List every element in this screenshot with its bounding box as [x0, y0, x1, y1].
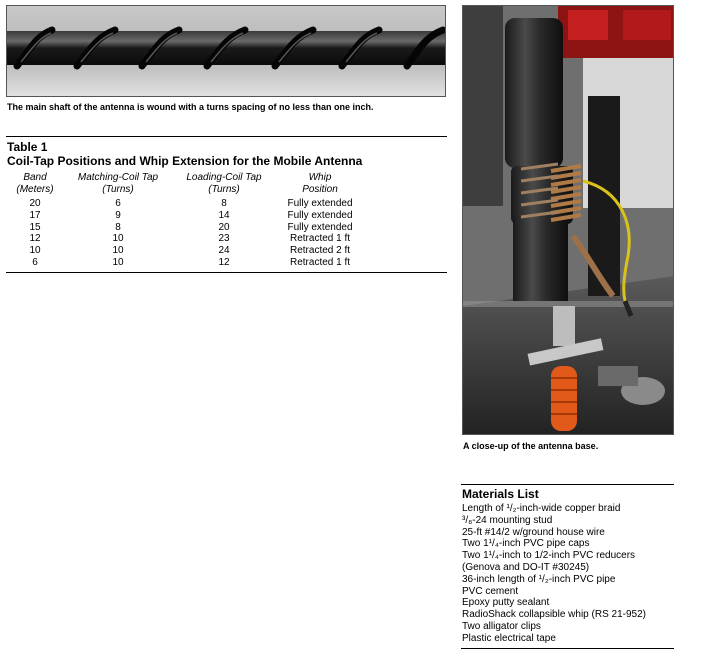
- column-header-loading-coil: [178, 172, 270, 196]
- antenna-base-photo: [462, 5, 674, 435]
- column-header-line: Loading-Coil Tap: [186, 172, 262, 183]
- table-cell: 8: [115, 221, 121, 233]
- list-item: 36-inch length of ¹/₂-inch PVC pipe: [462, 573, 616, 585]
- list-item: (Genova and DO-IT #30245): [462, 561, 590, 573]
- list-item: 25-ft #14/2 w/ground house wire: [462, 526, 605, 538]
- materials-bottom-rule: [461, 648, 674, 649]
- table-number: Table 1: [7, 140, 48, 154]
- table-cell: Fully extended: [287, 198, 353, 209]
- column-header-line: Matching-Coil Tap: [77, 172, 159, 183]
- list-item: RadioShack collapsible whip (RS 21-952): [462, 609, 646, 621]
- table-cell: 20: [218, 221, 230, 233]
- table-cell: Retracted 1 ft: [289, 256, 351, 268]
- list-item: Two 1¹/₄-inch to 1/2-inch PVC reducers: [462, 550, 636, 562]
- table-cell: 8: [221, 198, 227, 209]
- table-cell: 12: [29, 233, 41, 245]
- table-cell: 9: [115, 209, 121, 221]
- table-cell: 10: [112, 256, 124, 268]
- table-cell: 17: [29, 209, 41, 221]
- column-header-line: Position: [302, 184, 338, 195]
- table-bottom-rule: [6, 272, 447, 273]
- column-header-band: [10, 172, 60, 196]
- table-cell: 24: [218, 245, 230, 257]
- antenna-shaft-photo: [6, 5, 446, 97]
- table-cell: 6: [32, 256, 38, 268]
- column-header-line: Whip: [308, 172, 332, 183]
- column-header-matching-coil: [67, 172, 169, 196]
- table-title: Coil-Tap Positions and Whip Extension for the Mobile Antenna: [7, 154, 363, 168]
- list-item: Two alligator clips: [462, 620, 541, 632]
- materials-list: [462, 503, 646, 645]
- table-cell: Fully extended: [287, 209, 353, 221]
- antenna-shaft-illustration: [7, 6, 446, 97]
- table-cell: 10: [112, 233, 124, 245]
- list-item: Plastic electrical tape: [462, 632, 556, 644]
- column-header-line: Band: [23, 172, 47, 183]
- table-cell: 23: [218, 233, 230, 245]
- base-photo-caption: A close-up of the antenna base.: [463, 441, 599, 451]
- column-header-line: (Turns): [102, 184, 134, 195]
- table-column-loading-coil: [178, 198, 270, 269]
- column-header-whip: [275, 172, 365, 196]
- table-cell: 6: [115, 198, 121, 209]
- antenna-base-illustration: [463, 6, 674, 435]
- list-item: ³/₈-24 mounting stud: [462, 514, 553, 526]
- list-item: Length of ¹/₂-inch-wide copper braid: [462, 503, 621, 514]
- table-cell: 14: [218, 209, 230, 221]
- table-cell: 15: [29, 221, 41, 233]
- table-column-matching-coil: [67, 198, 169, 269]
- list-item: Epoxy putty sealant: [462, 597, 550, 609]
- list-item: PVC cement: [462, 585, 519, 597]
- table-cell: 20: [29, 198, 41, 209]
- table-cell: Fully extended: [287, 221, 353, 233]
- shaft-photo-caption: The main shaft of the antenna is wound with a turns spacing of no less than one inch.: [7, 102, 374, 112]
- table-cell: 10: [112, 245, 124, 257]
- materials-title: Materials List: [462, 487, 539, 501]
- table-cell: 10: [29, 245, 41, 257]
- table-top-rule: [6, 136, 447, 137]
- list-item: Two 1¹/₄-inch PVC pipe caps: [462, 538, 590, 550]
- table-cell: Retracted 1 ft: [289, 233, 351, 245]
- column-header-line: (Turns): [208, 184, 240, 195]
- table-cell: Retracted 2 ft: [289, 245, 351, 257]
- table-cell: 12: [218, 256, 230, 268]
- table-column-whip: [275, 198, 365, 269]
- materials-top-rule: [461, 484, 674, 485]
- table-column-band: [10, 198, 60, 269]
- column-header-line: (Meters): [16, 184, 54, 195]
